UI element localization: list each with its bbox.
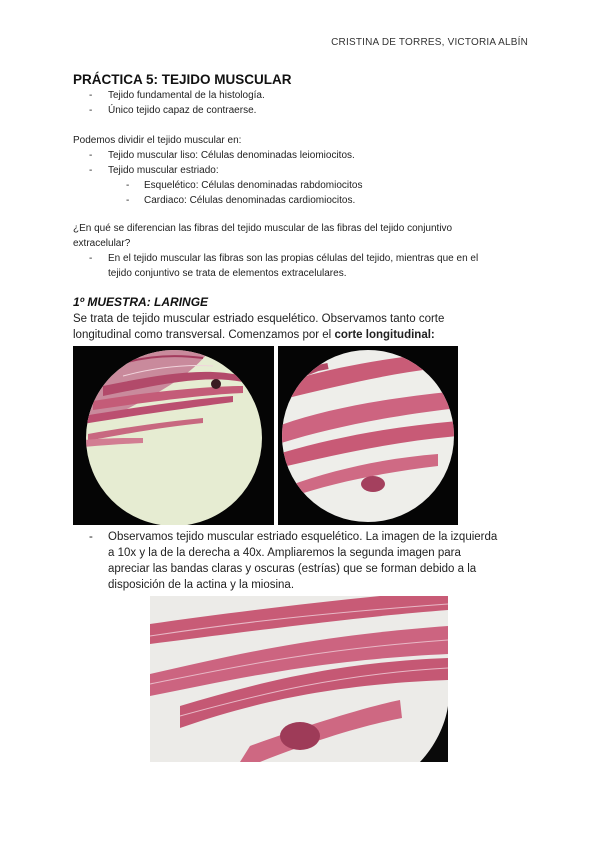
bullet-dash: - [89,165,93,176]
bullet-dash: - [89,150,93,161]
sample-description-line-2 [73,327,435,343]
observation-line-3: apreciar las bandas claras y oscuras (estrías) que se forman debido a la [108,563,477,575]
striated-muscle-item: Tejido muscular estriado: [108,165,219,176]
observation-line-2: a 10x y la de la derecha a 40x. Ampliaremos la segunda imagen para [108,547,461,559]
intro-bullet-1: Tejido fundamental de la histología. [108,90,265,101]
bullet-dash: - [89,531,93,543]
section-title: 1º MUESTRA: LARINGE [73,295,209,309]
cardiac-muscle-item: Cardiaco: Células denominadas cardiomiocitos. [144,195,356,206]
sample-description-line-1: Se trata de tejido muscular estriado esquelético. Observamos tanto corte [73,313,445,325]
answer-line-1: En el tejido muscular las fibras son las propias células del tejido, mientras que en el [108,253,479,264]
micrograph-10x-image [73,346,274,525]
skeletal-muscle-item: Esquelético: Células denominadas rabdomiocitos [144,180,363,191]
micrograph-40x-image [278,346,458,525]
question-line-2: extracelular? [73,238,131,249]
bullet-dash: - [126,195,130,206]
micrograph-enlarged-image [150,596,448,762]
answer-block [73,252,533,282]
sample-description-bold: corte longitudinal: [334,329,435,341]
bullet-dash: - [126,180,130,191]
sample-description-text: longitudinal como transversal. Comenzamos por el [73,329,335,341]
division-lead: Podemos dividir el tejido muscular en: [73,135,242,146]
intro-bullet-2: Único tejido capaz de contraerse. [108,105,257,116]
observation-paragraph [73,529,533,593]
micrograph-10x [73,346,274,525]
division-list [73,149,473,209]
answer-line-2: tejido conjuntivo se trata de elementos extracelulares. [108,268,347,279]
observation-line-4: disposición de la actina y la miosina. [108,579,295,591]
micrograph-40x [278,346,458,525]
question-line-1: ¿En qué se diferencian las fibras del tejido muscular de las fibras del tejido conjuntivo [73,223,453,234]
document-authors: CRISTINA DE TORRES, VICTORIA ALBÍN [331,37,528,48]
bullet-dash: - [89,253,93,264]
smooth-muscle-item: Tejido muscular liso: Células denominadas leiomiocitos. [108,150,355,161]
observation-line-1: Observamos tejido muscular estriado esquelético. La imagen de la izquierda [108,531,498,543]
bullet-dash: - [89,105,93,116]
bullet-dash: - [89,90,93,101]
page-title: PRÁCTICA 5: TEJIDO MUSCULAR [73,72,292,87]
micrograph-enlarged [150,596,448,762]
